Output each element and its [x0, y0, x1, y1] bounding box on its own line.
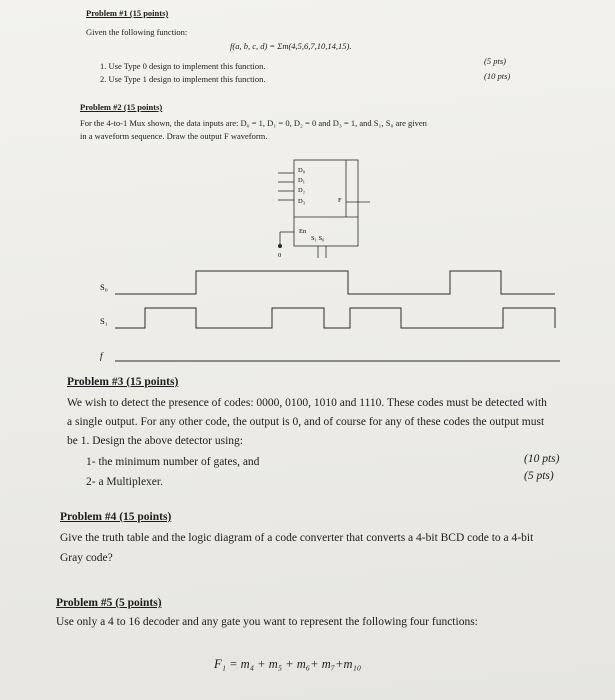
- problem-4-heading: Problem #4 (15 points): [60, 511, 172, 523]
- mux-select-labels: S₁ S₀: [311, 235, 325, 242]
- problem-1-function: f(a, b, c, d) = Σm(4,5,6,7,10,14,15).: [230, 41, 352, 51]
- problem-1-item-2: 2. Use Type 1 design to implement this function.: [100, 74, 266, 84]
- mux-input-d3: D₃: [298, 198, 305, 205]
- problem-2-line-2: in a waveform sequence. Draw the output F waveform.: [80, 131, 268, 141]
- problem-3-line-3: be 1. Design the above detector using:: [67, 435, 243, 447]
- problem-3-heading: Problem #3 (15 points): [67, 376, 179, 388]
- waveform-f-label: f: [100, 351, 103, 361]
- problem-3-item-1-points: (10 pts): [524, 453, 560, 465]
- mux-input-d0: D₀: [298, 167, 305, 174]
- waveform-s0-label: S₀: [100, 282, 108, 292]
- problem-2-line-1: For the 4-to-1 Mux shown, the data inputs are: D₀ = 1, D₁ = 0, D₂ = 0 and D₃ = 1, and S₁, S₀ are given: [80, 118, 427, 128]
- problem-3-item-2: 2- a Multiplexer.: [86, 476, 163, 488]
- waveform-s1: [115, 308, 555, 328]
- waveform-s1-label: S₁: [100, 316, 108, 326]
- problem-1-intro: Given the following function:: [86, 27, 188, 37]
- problem-3-line-2: a single output. For any other code, the output is 0, and of course for any of these codes the output must: [67, 416, 545, 428]
- problem-1-item-2-points: (10 pts): [484, 71, 511, 81]
- problem-1-heading: Problem #1 (15 points): [86, 8, 169, 18]
- problem-3-item-2-points: (5 pts): [524, 470, 554, 482]
- problem-5-line: Use only a 4 to 16 decoder and any gate you want to represent the following four functions:: [56, 616, 478, 628]
- problem-1-item-1: 1. Use Type 0 design to implement this function.: [100, 61, 266, 71]
- problem-3-item-1: 1- the minimum number of gates, and: [86, 456, 260, 468]
- problem-1-item-1-points: (5 pts): [484, 56, 506, 66]
- waveform-s0: [115, 271, 555, 294]
- mux-input-d1: D₁: [298, 177, 305, 184]
- mux-output-f: F: [338, 197, 342, 204]
- problem-5-heading: Problem #5 (5 points): [56, 597, 162, 609]
- mux-enable-value: 0: [278, 252, 282, 259]
- problem-2-heading: Problem #2 (15 points): [80, 102, 163, 112]
- mux-enable-label: En: [299, 228, 307, 235]
- problem-3-line-1: We wish to detect the presence of codes: 0000, 0100, 1010 and 1110. These codes must be detected with: [67, 397, 547, 409]
- problem-5-equation: F₁ = m₄ + m₅ + m₆+ m₇+m₁₀: [214, 657, 362, 671]
- problem-4-line-2: Gray code?: [60, 552, 113, 564]
- mux-input-d2: D₂: [298, 187, 305, 194]
- problem-4-line-1: Give the truth table and the logic diagram of a code converter that converts a 4-bit BCD code to a 4-bit: [60, 532, 534, 544]
